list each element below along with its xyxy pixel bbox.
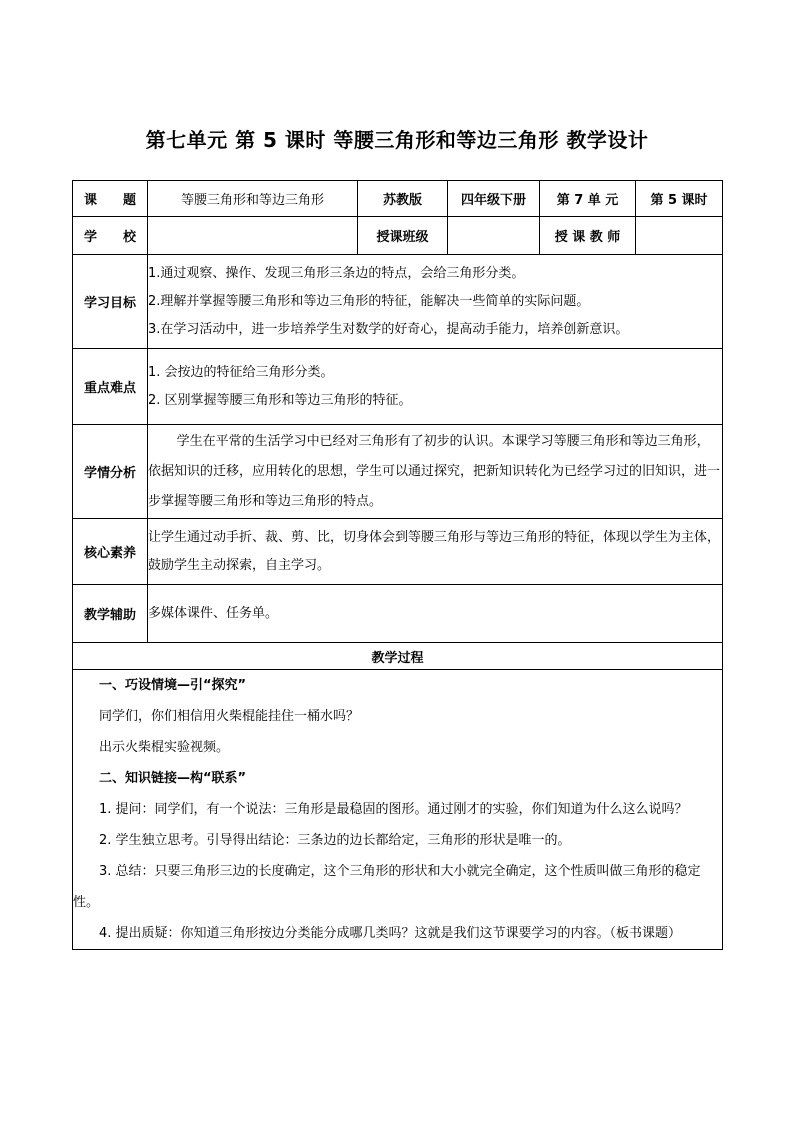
goals-content — [148, 255, 723, 349]
header-row-school — [73, 217, 723, 255]
goal-item: 2.理解并掌握等腰三角形和等边三角形的特征，能解决一些简单的实际问题。 — [148, 293, 590, 309]
goals-label: 学习目标 — [73, 255, 148, 349]
aids-row — [73, 585, 723, 643]
core-content — [148, 519, 723, 585]
goal-item: 3.在学习活动中，进一步培养学生对数学的好奇心，提高动手能力，培养创新意识。 — [148, 321, 629, 337]
grade-value: 四年级下册 — [448, 181, 540, 217]
unit-value: 第 7 单 元 — [540, 181, 636, 217]
section-heading: 二、知识链接—构“联系” — [99, 771, 247, 786]
core-label: 核心素养 — [73, 519, 148, 585]
publisher-value: 苏教版 — [358, 181, 448, 217]
aids-label: 教学辅助 — [73, 585, 148, 643]
lesson-plan-table — [72, 180, 723, 950]
process-paragraph: 同学们，你们相信用火柴棍能挂住一桶水吗？ — [99, 709, 360, 724]
process-paragraph: 出示火柴棍实验视频。 — [99, 740, 230, 755]
process-paragraph: 3. 总结：只要三角形三边的长度确定，这个三角形的形状和大小就完全确定，这个性质叫做三角形的稳定性。 — [73, 864, 701, 910]
process-heading-row — [73, 643, 723, 670]
document-title: 第七单元 第 5 课时 等腰三角形和等边三角形 教学设计 — [145, 128, 649, 152]
aids-text: 多媒体课件、任务单。 — [148, 605, 279, 621]
key-points-content — [148, 349, 723, 425]
goals-row — [73, 255, 723, 349]
process-row — [73, 670, 723, 950]
key-points-row — [73, 349, 723, 425]
key-points-label: 重点难点 — [73, 349, 148, 425]
teacher-value — [636, 217, 723, 255]
section-heading: 一、巧设情境—引“探究” — [99, 678, 247, 693]
analysis-content — [148, 425, 723, 519]
analysis-row — [73, 425, 723, 519]
key-point-item: 1. 会按边的特征给三角形分类。 — [148, 364, 334, 380]
school-label: 学 校 — [73, 217, 148, 255]
header-row-topic — [73, 181, 723, 217]
class-value — [448, 217, 540, 255]
lesson-number-value: 第 5 课时 — [636, 181, 723, 217]
aids-content — [148, 585, 723, 643]
process-heading: 教学过程 — [73, 643, 723, 670]
analysis-label: 学情分析 — [73, 425, 148, 519]
topic-label: 课 题 — [73, 181, 148, 217]
process-paragraph: 2. 学生独立思考。引导得出结论：三条边的边长都给定，三角形的形状是唯一的。 — [99, 833, 571, 848]
process-paragraph: 4. 提出质疑：你知道三角形按边分类能分成哪几类吗？这就是我们这节课要学习的内容。（板书课题） — [99, 926, 682, 941]
teacher-label: 授 课 教 师 — [540, 217, 636, 255]
key-point-item: 2. 区别掌握等腰三角形和等边三角形的特征。 — [148, 392, 412, 408]
analysis-text: 学生在平常的生活学习中已经对三角形有了初步的认识。本课学习等腰三角形和等边三角形，依据知识的迁移，应用转化的思想，学生可以通过探究，把新知识转化为已经学习过的旧知识，进一步掌握等腰三角形和等边三角形的特点。 — [148, 433, 721, 509]
goal-item: 1.通过观察、操作、发现三角形三条边的特点，会给三角形分类。 — [148, 265, 525, 281]
core-row — [73, 519, 723, 585]
process-paragraph: 1. 提问：同学们，有一个说法：三角形是最稳固的图形。通过刚才的实验，你们知道为什么这么说吗？ — [99, 802, 688, 817]
school-value — [148, 217, 358, 255]
topic-value: 等腰三角形和等边三角形 — [148, 181, 358, 217]
class-label: 授课班级 — [358, 217, 448, 255]
core-text: 让学生通过动手折、裁、剪、比，切身体会到等腰三角形与等边三角形的特征，体现以学生为主体，鼓励学生主动探索，自主学习。 — [148, 529, 721, 573]
process-content — [73, 670, 723, 950]
